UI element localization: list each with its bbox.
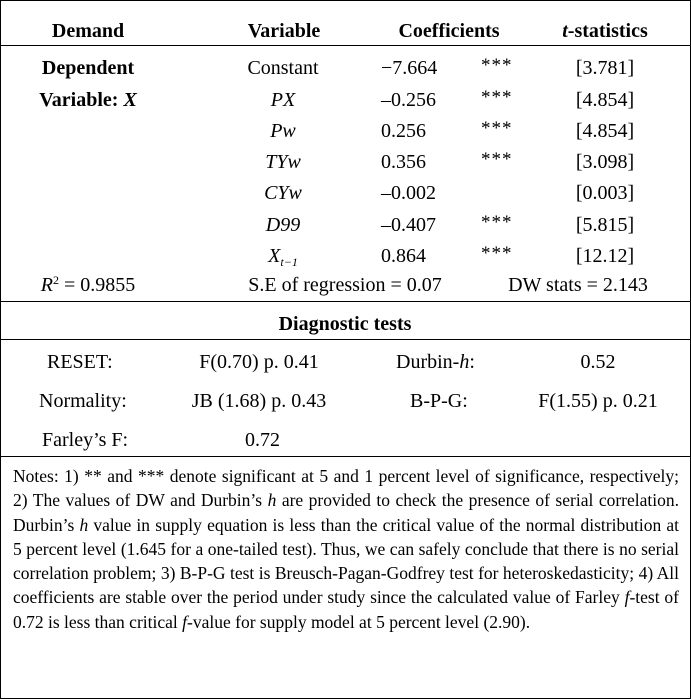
var-cell: $X_{t-1}$ [268,245,298,269]
var-cell: D99 [265,214,301,236]
tstat-cell: [12.12] [575,245,635,267]
var-cell: CYw [264,182,302,204]
coef-cell: –0.002 [381,182,436,204]
significance-stars: *** [481,149,513,170]
table-notes: Notes: 1) ** and *** denote significant at 5 and 1 percent level of significance, respectively; 2) The values of DW and Durbin’s h are provided to check the presence of serial correlation. Durbin’s h value in supply equation is less than the critical value of the normal distribution at 5 percent level (1.645 for a one-tailed test). Thus, we can safely conclude that there is no serial correlation problem; 3) B-P-G test is Breusch-Pagan-Godfrey test for heteroskedasticity; 4) All coefficients are stable over the period under study since the calculated value of Farley f-test of 0.72 is less than critical f-value for supply model at 5 percent level (2.90). [13,466,680,632]
header-rule [1,45,690,46]
dw-statistic: DW stats = 2.143 [508,274,648,296]
var-subscript: t−1 [280,255,298,269]
significance-stars: *** [481,118,513,139]
standard-error: S.E of regression = 0.07 [248,274,442,296]
diagnostics-title: Diagnostic tests [278,313,412,335]
dependent-line2: Variable: X [39,89,137,111]
var-cell: Pw [270,120,296,142]
coef-cell: 0.864 [381,245,426,267]
tstat-cell: [4.854] [575,120,635,142]
normality-label: Normality: [39,390,127,412]
durbin-value: 0.52 [580,351,616,373]
significance-stars: *** [481,87,513,108]
tstat-cell: [3.098] [575,151,635,173]
var-cell: TYw [265,151,301,173]
tstat-cell: [0.003] [575,182,635,204]
farley-value: 0.72 [245,429,280,451]
coef-cell: −7.664 [381,57,438,79]
notes-rule [1,456,690,457]
header-tstat-t: t [562,20,568,42]
diagnostics-rule [1,339,690,340]
header-demand: Demand [51,20,125,42]
header-coefficients: Coefficients [398,20,500,42]
header-tstatistics [562,19,648,43]
tstat-cell: [5.815] [575,214,635,236]
var-cell: PX [270,89,296,111]
significance-stars: *** [481,55,513,76]
coef-cell: 0.356 [381,151,426,173]
reset-label: RESET: [47,351,113,373]
durbin-label: Durbin-h: [396,351,475,373]
var-cell: Constant [247,57,319,79]
r-squared: $R^2 = 0.9855$ [40,273,136,296]
header-variable: Variable [247,20,321,42]
significance-stars: *** [481,212,513,233]
dependent-var: X [123,89,137,111]
normality-value: JB (1.68) p. 0.43 [191,390,327,412]
coef-cell: 0.256 [381,120,426,142]
bpg-value: F(1.55) p. 0.21 [538,390,658,412]
coef-cell: –0.256 [381,89,436,111]
tstat-cell: [4.854] [575,89,635,111]
bpg-label: B-P-G: [410,390,468,412]
summary-rule [1,301,690,302]
farley-label: Farley’s F: [42,429,129,451]
header-tstat-rest: -statistics [567,20,648,42]
tstat-cell: [3.781] [575,57,635,79]
reset-value: F(0.70) p. 0.41 [199,351,319,373]
significance-stars: *** [481,243,513,264]
dependent-line1: Dependent [41,57,135,79]
coef-cell: –0.407 [381,214,436,236]
